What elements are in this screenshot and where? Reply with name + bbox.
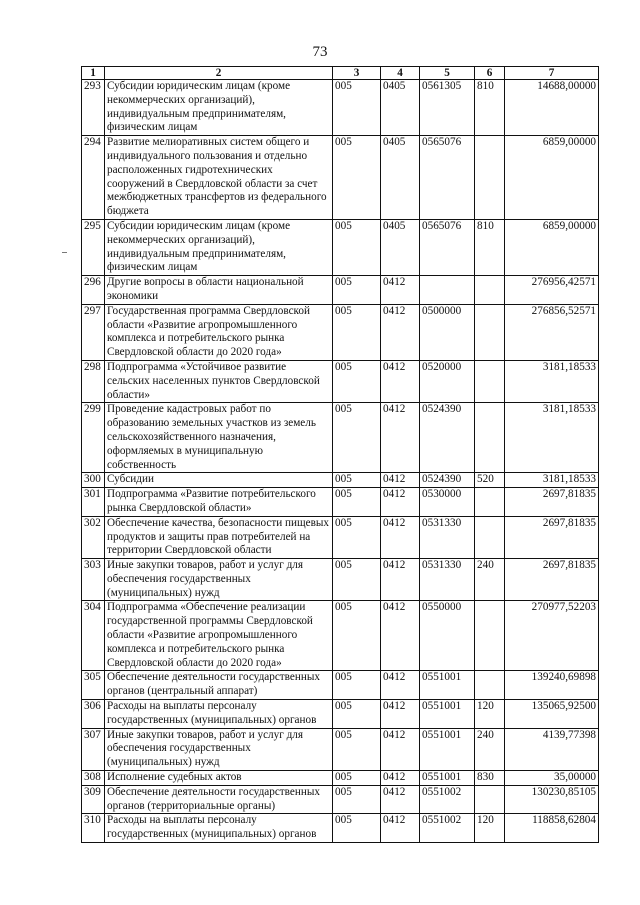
row-number-cell: 303 [82, 559, 105, 601]
target-article-code-cell: 0531330 [420, 516, 475, 558]
target-article-code-cell [420, 276, 475, 305]
section-code-cell: 0412 [381, 814, 420, 843]
ministry-code-cell: 005 [333, 785, 381, 814]
expense-name-cell: Обеспечение качества, безопасности пищевых продуктов и защиты прав потребителей на территории Свердловской области [105, 516, 333, 558]
ministry-code-cell: 005 [333, 80, 381, 136]
header-cell: 3 [333, 67, 381, 80]
ministry-code-cell: 005 [333, 700, 381, 729]
expense-type-code-cell [475, 516, 505, 558]
amount-cell: 4139,77398 [505, 728, 599, 770]
ministry-code-cell: 005 [333, 814, 381, 843]
target-article-code-cell: 0565076 [420, 219, 475, 275]
row-number-cell: 304 [82, 601, 105, 671]
section-code-cell: 0412 [381, 516, 420, 558]
row-number-cell: 294 [82, 136, 105, 220]
target-article-code-cell: 0551002 [420, 814, 475, 843]
target-article-code-cell: 0524390 [420, 403, 475, 473]
expense-type-code-cell [475, 403, 505, 473]
target-article-code-cell: 0551001 [420, 700, 475, 729]
section-code-cell: 0412 [381, 728, 420, 770]
ministry-code-cell: 005 [333, 671, 381, 700]
header-cell: 7 [505, 67, 599, 80]
amount-cell: 135065,92500 [505, 700, 599, 729]
target-article-code-cell: 0561305 [420, 80, 475, 136]
section-code-cell: 0412 [381, 785, 420, 814]
section-code-cell: 0412 [381, 304, 420, 360]
expense-name-cell: Подпрограмма «Обеспечение реализации государственной программы Свердловской области «Развитие агропромышленного комплекса и потребительского рынка Свердловской области до 2020 года» [105, 601, 333, 671]
ministry-code-cell: 005 [333, 473, 381, 488]
expense-name-cell: Государственная программа Свердловской области «Развитие агропромышленного комплекса и потребительского рынка Свердловской области до 2020 года» [105, 304, 333, 360]
ministry-code-cell: 005 [333, 219, 381, 275]
header-cell: 2 [105, 67, 333, 80]
section-code-cell: 0412 [381, 671, 420, 700]
amount-cell: 3181,18533 [505, 360, 599, 402]
table-row [82, 80, 599, 136]
amount-cell: 2697,81835 [505, 559, 599, 601]
section-code-cell: 0405 [381, 80, 420, 136]
expense-type-code-cell: 810 [475, 80, 505, 136]
table-row [82, 771, 599, 786]
section-code-cell: 0405 [381, 136, 420, 220]
expense-type-code-cell [475, 785, 505, 814]
table-row [82, 671, 599, 700]
target-article-code-cell: 0551001 [420, 728, 475, 770]
section-code-cell: 0412 [381, 700, 420, 729]
amount-cell: 35,00000 [505, 771, 599, 786]
expense-type-code-cell [475, 360, 505, 402]
amount-cell: 139240,69898 [505, 671, 599, 700]
expense-name-cell: Иные закупки товаров, работ и услуг для обеспечения государственных (муниципальных) нужд [105, 728, 333, 770]
target-article-code-cell: 0531330 [420, 559, 475, 601]
page-number: 73 [312, 44, 328, 60]
expense-name-cell: Субсидии юридическим лицам (кроме некоммерческих организаций), индивидуальным предпринимателям, физическим лицам [105, 219, 333, 275]
amount-cell: 2697,81835 [505, 516, 599, 558]
row-number-cell: 293 [82, 80, 105, 136]
expense-name-cell: Иные закупки товаров, работ и услуг для обеспечения государственных (муниципальных) нужд [105, 559, 333, 601]
header-cell: 6 [475, 67, 505, 80]
expense-name-cell: Обеспечение деятельности государственных органов (территориальные органы) [105, 785, 333, 814]
section-code-cell: 0412 [381, 473, 420, 488]
expense-type-code-cell: 830 [475, 771, 505, 786]
table-row [82, 219, 599, 275]
amount-cell: 14688,00000 [505, 80, 599, 136]
ministry-code-cell: 005 [333, 488, 381, 517]
target-article-code-cell: 0520000 [420, 360, 475, 402]
row-number-cell: 299 [82, 403, 105, 473]
expense-type-code-cell [475, 304, 505, 360]
section-code-cell: 0412 [381, 601, 420, 671]
expense-type-code-cell [475, 601, 505, 671]
section-code-cell: 0412 [381, 276, 420, 305]
header-row [82, 67, 599, 80]
header-cell: 5 [420, 67, 475, 80]
row-number-cell: 309 [82, 785, 105, 814]
section-code-cell: 0412 [381, 771, 420, 786]
expense-name-cell: Обеспечение деятельности государственных органов (центральный аппарат) [105, 671, 333, 700]
expense-type-code-cell [475, 276, 505, 305]
row-number-cell: 310 [82, 814, 105, 843]
table-row [82, 304, 599, 360]
expense-name-cell: Исполнение судебных актов [105, 771, 333, 786]
row-number-cell: 307 [82, 728, 105, 770]
ministry-code-cell: 005 [333, 771, 381, 786]
target-article-code-cell: 0551001 [420, 671, 475, 700]
amount-cell: 130230,85105 [505, 785, 599, 814]
amount-cell: 3181,18533 [505, 403, 599, 473]
target-article-code-cell: 0565076 [420, 136, 475, 220]
amount-cell: 6859,00000 [505, 219, 599, 275]
amount-cell: 3181,18533 [505, 473, 599, 488]
row-number-cell: 297 [82, 304, 105, 360]
row-number-cell: 295 [82, 219, 105, 275]
section-code-cell: 0412 [381, 559, 420, 601]
row-number-cell: 298 [82, 360, 105, 402]
ministry-code-cell: 005 [333, 601, 381, 671]
table-row [82, 276, 599, 305]
expense-name-cell: Проведение кадастровых работ по образованию земельных участков из земель сельскохозяйственного назначения, оформляемых в муниципальную собственность [105, 403, 333, 473]
table-row [82, 136, 599, 220]
expense-type-code-cell [475, 488, 505, 517]
margin-mark [62, 252, 67, 253]
section-code-cell: 0412 [381, 403, 420, 473]
expense-name-cell: Другие вопросы в области национальной экономики [105, 276, 333, 305]
amount-cell: 276956,42571 [505, 276, 599, 305]
row-number-cell: 300 [82, 473, 105, 488]
header-cell: 1 [82, 67, 105, 80]
expense-name-cell: Расходы на выплаты персоналу государственных (муниципальных) органов [105, 814, 333, 843]
expense-type-code-cell [475, 136, 505, 220]
ministry-code-cell: 005 [333, 559, 381, 601]
ministry-code-cell: 005 [333, 304, 381, 360]
expense-name-cell: Подпрограмма «Развитие потребительского рынка Свердловской области» [105, 488, 333, 517]
ministry-code-cell: 005 [333, 276, 381, 305]
row-number-cell: 305 [82, 671, 105, 700]
ministry-code-cell: 005 [333, 403, 381, 473]
table-row [82, 601, 599, 671]
expense-name-cell: Подпрограмма «Устойчивое развитие сельских населенных пунктов Свердловской области» [105, 360, 333, 402]
target-article-code-cell: 0551001 [420, 771, 475, 786]
expense-name-cell: Развитие мелиоративных систем общего и индивидуального пользования и отдельно расположенных гидротехнических сооружений в Свердловской области за счет межбюджетных трансфертов из федерального бюджета [105, 136, 333, 220]
row-number-cell: 302 [82, 516, 105, 558]
row-number-cell: 301 [82, 488, 105, 517]
table-row [82, 516, 599, 558]
expense-name-cell: Субсидии [105, 473, 333, 488]
amount-cell: 118858,62804 [505, 814, 599, 843]
section-code-cell: 0412 [381, 360, 420, 402]
target-article-code-cell: 0550000 [420, 601, 475, 671]
table-row [82, 473, 599, 488]
amount-cell: 2697,81835 [505, 488, 599, 517]
table-row [82, 700, 599, 729]
amount-cell: 270977,52203 [505, 601, 599, 671]
table-row [82, 559, 599, 601]
ministry-code-cell: 005 [333, 136, 381, 220]
target-article-code-cell: 0500000 [420, 304, 475, 360]
expense-name-cell: Расходы на выплаты персоналу государственных (муниципальных) органов [105, 700, 333, 729]
section-code-cell: 0405 [381, 219, 420, 275]
table-row [82, 785, 599, 814]
expense-type-code-cell: 240 [475, 559, 505, 601]
ministry-code-cell: 005 [333, 360, 381, 402]
target-article-code-cell: 0530000 [420, 488, 475, 517]
amount-cell: 276856,52571 [505, 304, 599, 360]
row-number-cell: 308 [82, 771, 105, 786]
table-row [82, 488, 599, 517]
table-row [82, 728, 599, 770]
expense-type-code-cell: 810 [475, 219, 505, 275]
target-article-code-cell: 0524390 [420, 473, 475, 488]
expense-type-code-cell: 240 [475, 728, 505, 770]
expense-type-code-cell: 120 [475, 814, 505, 843]
expense-type-code-cell: 120 [475, 700, 505, 729]
amount-cell: 6859,00000 [505, 136, 599, 220]
ministry-code-cell: 005 [333, 516, 381, 558]
table-row [82, 814, 599, 843]
table-row [82, 360, 599, 402]
budget-table [81, 66, 599, 843]
table-row [82, 403, 599, 473]
section-code-cell: 0412 [381, 488, 420, 517]
row-number-cell: 306 [82, 700, 105, 729]
row-number-cell: 296 [82, 276, 105, 305]
target-article-code-cell: 0551002 [420, 785, 475, 814]
expense-type-code-cell [475, 671, 505, 700]
expense-type-code-cell: 520 [475, 473, 505, 488]
ministry-code-cell: 005 [333, 728, 381, 770]
header-cell: 4 [381, 67, 420, 80]
expense-name-cell: Субсидии юридическим лицам (кроме некоммерческих организаций), индивидуальным предпринимателям, физическим лицам [105, 80, 333, 136]
